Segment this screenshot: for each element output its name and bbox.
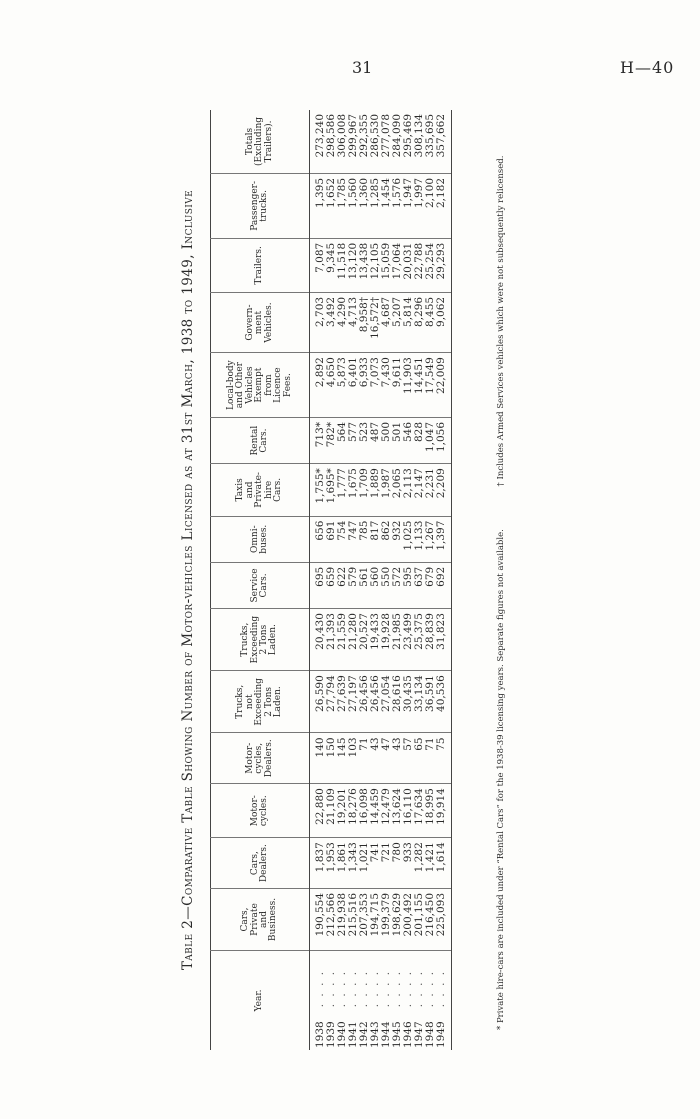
page-number: 31 (352, 58, 373, 77)
table-cell: 1,285 (370, 173, 381, 238)
table-cell: 691 (326, 516, 337, 562)
table-cell: 17,064 (392, 238, 403, 292)
table-cell: 1,953 (326, 838, 337, 889)
table-cell: 43 (392, 733, 403, 784)
table-cell: 17,549 (425, 353, 436, 418)
table-cell: 306,008 (336, 114, 349, 158)
table-cell: 21,985 (392, 609, 403, 671)
table-cell: 16,110 (403, 784, 414, 838)
table-cell: 1,861 (337, 838, 348, 889)
table-cell: 26,456 (359, 671, 370, 733)
table-cell: 1,889 (370, 464, 381, 516)
table-cell: 298,586 (325, 114, 338, 158)
table-cell: 1,837 (310, 838, 327, 889)
table-cell: 550 (381, 562, 392, 608)
table-cell: 1,395 (310, 173, 327, 238)
table-cell: 16,572† (370, 292, 381, 352)
table-cell: 4,290 (337, 292, 348, 352)
leader-dots: . . . . (380, 969, 393, 1008)
table-cell: 1,614 (436, 838, 452, 889)
table-cell: 140 (310, 733, 327, 784)
motor-vehicles-table (210, 110, 452, 1050)
table-cell: 207,353 (359, 889, 370, 951)
table-cell: 12,105 (370, 238, 381, 292)
table-cell: 22,880 (310, 784, 327, 838)
column-header: Cars, Private and Business. (211, 889, 310, 951)
table-cell: 19,201 (337, 784, 348, 838)
year-label: 1944 (380, 1021, 393, 1048)
column-header: Cars, Dealers. (211, 838, 310, 889)
rotated-table-block (180, 100, 540, 1060)
table-cell: 20,430 (310, 609, 327, 671)
table-cell: 292,355 (358, 114, 371, 158)
table-cell: 295,469 (402, 114, 415, 158)
table-cell: 21,109 (326, 784, 337, 838)
table-cell: 16,098 (359, 784, 370, 838)
table-cell: 695 (310, 562, 327, 608)
table-cell: 932 (392, 516, 403, 562)
table-cell: 13,624 (392, 784, 403, 838)
table-cell: 19,914 (436, 784, 452, 838)
table-cell: 190,554 (310, 889, 327, 951)
table-cell: 198,629 (392, 889, 403, 951)
table-cell: 4,650 (326, 353, 337, 418)
table-cell: 546 (403, 417, 414, 463)
table-cell: 1,709 (359, 464, 370, 516)
table-cell: 150 (326, 733, 337, 784)
year-label: 1948 (424, 1021, 437, 1048)
table-cell: 194,715 (370, 889, 381, 951)
page-code: H—40 (620, 58, 675, 77)
table-cell: 215,516 (348, 889, 359, 951)
table-cell: 40,536 (436, 671, 452, 733)
column-header: Service Cars. (211, 562, 310, 608)
table-cell: 200,492 (403, 889, 414, 951)
table-cell: 6,401 (348, 353, 359, 418)
table-cell: 501 (392, 417, 403, 463)
table-cell: 564 (337, 417, 348, 463)
footnotes (496, 110, 507, 1030)
table-cell: 561 (359, 562, 370, 608)
table-cell: 1,021 (359, 838, 370, 889)
table-cell: 23,499 (403, 609, 414, 671)
table-cell: 8,296 (414, 292, 425, 352)
leader-dots: . . . . (413, 969, 426, 1008)
table-cell: 4,713 (348, 292, 359, 352)
table-cell: 335,695 (424, 114, 437, 158)
column-header: Motor- cycles. (211, 784, 310, 838)
year-label: 1947 (413, 1021, 426, 1048)
table-cell: 713* (310, 417, 327, 463)
table-cell: 201,155 (414, 889, 425, 951)
table-cell: 103 (348, 733, 359, 784)
table-cell: 30,435 (403, 671, 414, 733)
table-cell: 57 (403, 733, 414, 784)
leader-dots: . . . . (402, 969, 415, 1008)
table-cell: 3,492 (326, 292, 337, 352)
table-cell: 308,134 (413, 114, 426, 158)
table-cell: 6,933 (359, 353, 370, 418)
table-cell: 2,209 (436, 464, 452, 516)
table-cell: 26,590 (310, 671, 327, 733)
table-cell: 27,639 (337, 671, 348, 733)
year-label: 1942 (358, 1021, 371, 1048)
table-cell: 572 (392, 562, 403, 608)
table-cell: 2,100 (425, 173, 436, 238)
table-cell: 2,703 (310, 292, 327, 352)
table-cell: 595 (403, 562, 414, 608)
table-cell: 284,090 (391, 114, 404, 158)
table-cell: 1,133 (414, 516, 425, 562)
table-cell: 782* (326, 417, 337, 463)
table-cell: 577 (348, 417, 359, 463)
leader-dots: . . . . (435, 969, 448, 1008)
table-cell: 43 (370, 733, 381, 784)
table-cell: 2,892 (310, 353, 327, 418)
table-cell: 11,518 (337, 238, 348, 292)
table-cell: 1,777 (337, 464, 348, 516)
table-cell: 679 (425, 562, 436, 608)
table-cell: 9,611 (392, 353, 403, 418)
table-cell: 487 (370, 417, 381, 463)
table-header-row (211, 110, 310, 1050)
table-cell: 47 (381, 733, 392, 784)
year-cell (436, 951, 452, 1051)
table-cell: 212,566 (326, 889, 337, 951)
leader-dots: . . . . (347, 969, 360, 1008)
leader-dots: . . . . (325, 969, 338, 1008)
year-label: 1943 (369, 1021, 382, 1048)
table-cell: 19,928 (381, 609, 392, 671)
table-title: Table 2—Comparative Table Showing Number of Motor-vehicles Licensed as at 31st March, 1938 to 1949, Inclusive (180, 189, 196, 971)
table-row (310, 110, 327, 1050)
leader-dots: . . . . (391, 969, 404, 1008)
table-cell: 4,687 (381, 292, 392, 352)
table-cell: 145 (337, 733, 348, 784)
table-cell: 785 (359, 516, 370, 562)
table-body (310, 110, 452, 1050)
table-cell: 14,451 (414, 353, 425, 418)
table-cell: 1,360 (359, 173, 370, 238)
table-cell: 5,207 (392, 292, 403, 352)
table-cell: 25,254 (425, 238, 436, 292)
table-cell: 199,379 (381, 889, 392, 951)
column-header: Taxis and Private- hire Cars. (211, 464, 310, 516)
table-cell: 1,025 (403, 516, 414, 562)
column-header: Trucks, Exceeding 2 Tons Laden. (211, 609, 310, 671)
table-cell: 1,675 (348, 464, 359, 516)
footnote-private-hire: * Private hire-cars are included under “Rental Cars” for the 1938-39 licensing years. Separate figures not available. (496, 529, 506, 1030)
table-cell: 1,576 (392, 173, 403, 238)
leader-dots: . . . . (369, 969, 382, 1008)
table-cell: 17,634 (414, 784, 425, 838)
table-cell: 828 (414, 417, 425, 463)
table-cell: 18,995 (425, 784, 436, 838)
table-cell: 22,788 (414, 238, 425, 292)
table-cell: 12,479 (381, 784, 392, 838)
table-cell: 26,456 (370, 671, 381, 733)
table-cell: 1,987 (381, 464, 392, 516)
table-cell: 2,113 (403, 464, 414, 516)
table-cell: 1,454 (381, 173, 392, 238)
leader-dots: . . . . (336, 969, 349, 1008)
table-cell: 28,616 (392, 671, 403, 733)
table-cell: 9,062 (436, 292, 452, 352)
table-cell: 29,293 (436, 238, 452, 292)
year-label: 1945 (391, 1021, 404, 1048)
year-label: 1940 (336, 1021, 349, 1048)
table-cell: 27,197 (348, 671, 359, 733)
table-cell: 273,240 (314, 114, 326, 158)
column-header: Omni- buses. (211, 516, 310, 562)
table-cell: 31,823 (436, 609, 452, 671)
table-cell: 13,120 (348, 238, 359, 292)
table-cell: 1,652 (326, 173, 337, 238)
table-cell: 1,421 (425, 838, 436, 889)
table-cell: 216,450 (425, 889, 436, 951)
column-header: Rental Cars. (211, 417, 310, 463)
table-cell: 500 (381, 417, 392, 463)
table-cell: 560 (370, 562, 381, 608)
table-cell: 1,947 (403, 173, 414, 238)
table-cell: 721 (381, 838, 392, 889)
table-cell: 1,695* (326, 464, 337, 516)
table-cell: 1,997 (414, 173, 425, 238)
table-cell: 21,280 (348, 609, 359, 671)
table-cell: 9,345 (326, 238, 337, 292)
table-cell: 2,065 (392, 464, 403, 516)
leader-dots: . . . . (424, 969, 437, 1008)
table-cell: 21,559 (337, 609, 348, 671)
table-cell: 357,662 (436, 110, 452, 173)
table-cell: 36,591 (425, 671, 436, 733)
table-cell: 75 (436, 733, 452, 784)
table-cell: 747 (348, 516, 359, 562)
table-cell: 71 (359, 733, 370, 784)
table-cell: 25,375 (414, 609, 425, 671)
table-cell: 933 (403, 838, 414, 889)
column-header: Govern- ment Vehicles. (211, 292, 310, 352)
table-cell: 5,873 (337, 353, 348, 418)
table-cell: 71 (425, 733, 436, 784)
table-cell: 1,343 (348, 838, 359, 889)
column-header: Passenger- trucks. (211, 173, 310, 238)
table-cell: 637 (414, 562, 425, 608)
table-cell: 27,794 (326, 671, 337, 733)
table-cell: 219,938 (337, 889, 348, 951)
table-cell: 286,530 (369, 114, 382, 158)
table-cell: 1,056 (436, 417, 452, 463)
column-header: Trailers. (211, 238, 310, 292)
table-cell: 1,047 (425, 417, 436, 463)
table-row (436, 110, 452, 1050)
table-cell: 523 (359, 417, 370, 463)
table-cell: 8,958† (359, 292, 370, 352)
table-cell: 277,078 (380, 114, 393, 158)
table-cell: 817 (370, 516, 381, 562)
column-header: Trucks, not Exceeding 2 Tons Laden. (211, 671, 310, 733)
year-label: 1941 (347, 1021, 360, 1048)
table-cell: 14,459 (370, 784, 381, 838)
table-cell: 13,438 (359, 238, 370, 292)
table-cell: 2,182 (436, 173, 452, 238)
table-cell: 28,839 (425, 609, 436, 671)
table-cell: 18,276 (348, 784, 359, 838)
table-cell: 741 (370, 838, 381, 889)
year-cell (310, 951, 327, 1051)
table-cell: 33,134 (414, 671, 425, 733)
table-cell: 579 (348, 562, 359, 608)
table-cell: 22,009 (436, 353, 452, 418)
table-cell: 1,560 (348, 173, 359, 238)
table-cell: 299,967 (347, 114, 360, 158)
table-cell: 2,231 (425, 464, 436, 516)
table-cell: 20,527 (359, 609, 370, 671)
table-cell: 225,093 (436, 889, 452, 951)
table-cell: 780 (392, 838, 403, 889)
leader-dots: . . . . (314, 969, 326, 1008)
table-cell: 622 (337, 562, 348, 608)
table-cell: 1,755* (310, 464, 327, 516)
table-cell: 8,455 (425, 292, 436, 352)
year-label: 1949 (435, 1021, 448, 1048)
table-cell: 20,031 (403, 238, 414, 292)
table-cell: 65 (414, 733, 425, 784)
year-label: 1946 (402, 1021, 415, 1048)
table-cell: 7,430 (381, 353, 392, 418)
table-cell: 1,397 (436, 516, 452, 562)
table-cell: 1,282 (414, 838, 425, 889)
year-label: 1938 (314, 1021, 326, 1048)
table-cell: 7,087 (310, 238, 327, 292)
leader-dots: . . . . (358, 969, 371, 1008)
year-label: 1939 (325, 1021, 338, 1048)
table-cell: 7,073 (370, 353, 381, 418)
column-header: Local-body and Other Vehicles Exempt from Licence Fees. (211, 353, 310, 418)
table-cell: 21,393 (326, 609, 337, 671)
footnote-armed-services: † Includes Armed Services vehicles which were not subsequently relicensed. (496, 155, 506, 487)
table-cell: 19,433 (370, 609, 381, 671)
column-header: Totals (Excluding Trailers). (211, 110, 310, 173)
column-header: Motor- cycles, Dealers. (211, 733, 310, 784)
table-cell: 862 (381, 516, 392, 562)
table-cell: 2,147 (414, 464, 425, 516)
table-cell: 15,059 (381, 238, 392, 292)
table-cell: 656 (310, 516, 327, 562)
column-header: Year. (211, 951, 310, 1051)
table-cell: 1,785 (337, 173, 348, 238)
table-cell: 754 (337, 516, 348, 562)
table-cell: 11,903 (403, 353, 414, 418)
table-cell: 5,814 (403, 292, 414, 352)
table-cell: 27,054 (381, 671, 392, 733)
table-cell: 692 (436, 562, 452, 608)
table-cell: 1,267 (425, 516, 436, 562)
table-cell: 659 (326, 562, 337, 608)
